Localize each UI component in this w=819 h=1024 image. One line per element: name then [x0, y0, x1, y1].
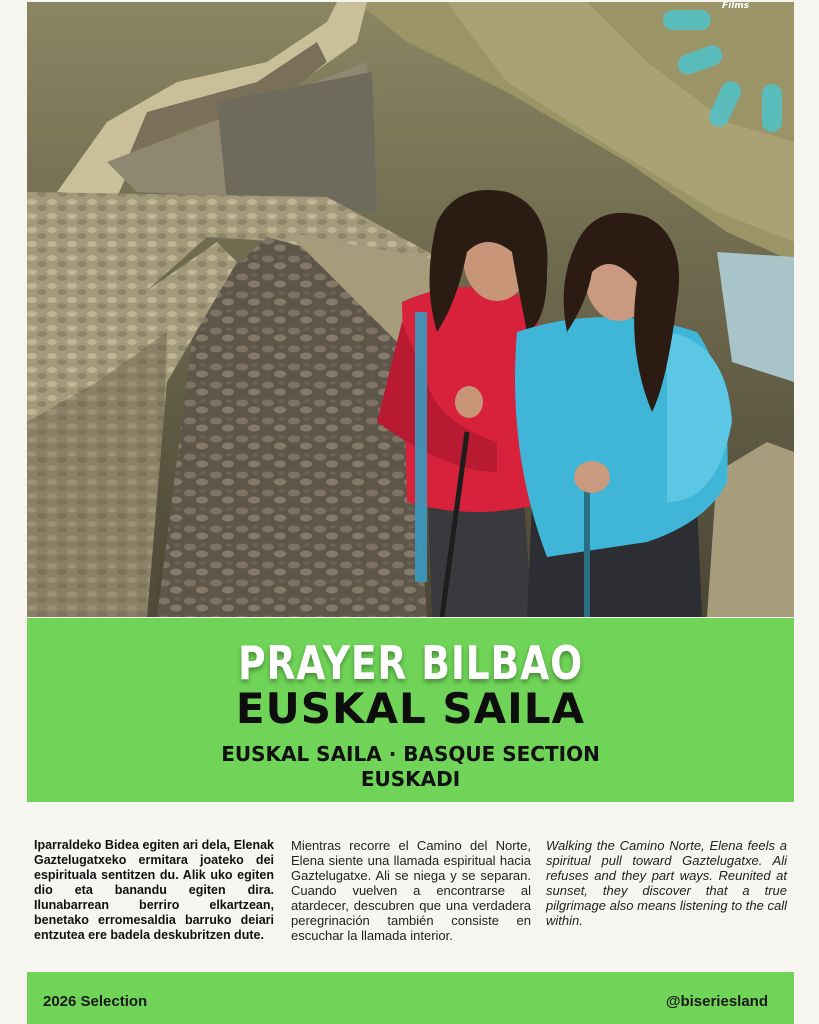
- watermark-text: Films: [722, 2, 750, 11]
- section-tagline: [27, 742, 794, 792]
- social-handle[interactable]: @biseriesland: [665, 993, 768, 1010]
- film-title: PRAYER BILBAO: [237, 636, 584, 690]
- title-band: [27, 618, 794, 802]
- hero-photo-illustration: [27, 2, 794, 617]
- selection-label: 2026 Selection: [43, 993, 148, 1010]
- section-title: EUSKAL SAILA: [235, 684, 586, 733]
- synopsis-spanish: Mientras recorre el Camino del Norte, Elena siente una llamada espiritual hacia Gaztelugatxe. Ali se niega y se separan. Cuando vuelven a encontrarse al atardecer, descubren que una verdadera peregrinación también consiste en escuchar la llamada interior.: [291, 838, 531, 943]
- footer-band: [27, 972, 794, 1024]
- synopsis-english: Walking the Camino Norte, Elena feels a spiritual pull toward Gaztelugatxe. Ali refuses and they part ways. Reunited at sunset, they discover that a true pilgrimage also means listening to the call within.: [546, 838, 787, 928]
- tagline-line: EUSKAL SAILA · BASQUE SECTION: [221, 742, 600, 766]
- region-line: EUSKADI: [360, 767, 461, 791]
- synopsis-basque: Iparraldeko Bidea egiten ari dela, Elenak Gaztelugatxeko ermitara joateko dei espirituala sentitzen du. Alik uko egiten dio eta banandu egiten dira. Ilunabarrean berriro elkartzean, benetako erromesaldia barruko deiari entzutea ere badela deskubritzen dute.: [34, 838, 274, 942]
- hero-photo: [27, 2, 794, 617]
